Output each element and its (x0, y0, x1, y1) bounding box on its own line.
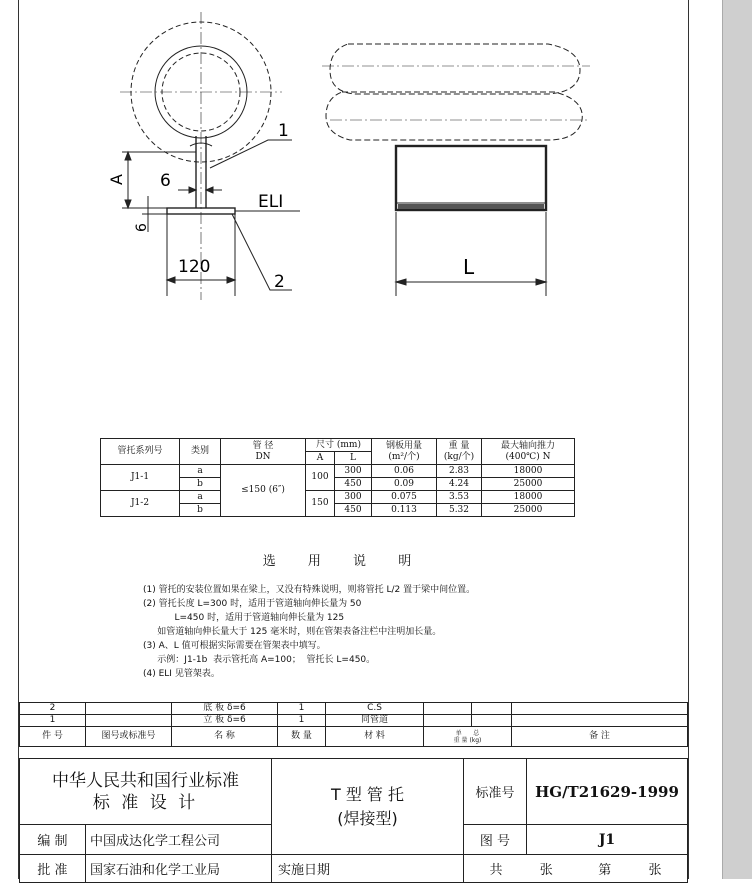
hdr-steel-unit: (m²/个) (388, 451, 420, 462)
compile-label: 编 制 (20, 825, 86, 855)
note-line: (1) 管托的安装位置如果在梁上，又没有特殊说明，则将管托 L/2 置于梁中间位置。 (143, 585, 476, 595)
hdr-category: 类别 (180, 439, 221, 465)
cell-series: J1-1 (101, 465, 180, 491)
notes-title: 选 用 说 明 (262, 554, 426, 569)
part-material: C.S (326, 703, 424, 715)
hdr-weight-unit: (kg) (469, 736, 482, 744)
hdr-size-a: A (306, 452, 335, 465)
note-line: L=450 时，适用于管道轴向伸长量为 125 (143, 613, 345, 623)
cell-thrust: 18000 (482, 465, 575, 478)
note-line: (4) ELI 见管架表。 (143, 669, 220, 679)
hdr-part-drawing: 图号或标准号 (86, 727, 172, 747)
page-sheets-label: 张 (648, 863, 662, 878)
std-no-label: 标准号 (464, 759, 527, 825)
cell-cat: b (180, 504, 221, 517)
dim-l-label: L (463, 255, 475, 279)
hdr-part-material: 材 料 (326, 727, 424, 747)
drawing-title-cell (272, 759, 464, 855)
hdr-steel-text: 钢板用量 (385, 440, 422, 451)
part-total-weight (472, 715, 512, 727)
cell-steel: 0.075 (372, 491, 437, 504)
drawing-subtitle: (焊接型) (337, 808, 398, 828)
impl-date-label: 实施日期 (278, 863, 331, 878)
note-line: (3) A、L 值可根据实际需要在管架表中填写。 (143, 641, 326, 651)
cell-weight: 5.32 (437, 504, 482, 517)
part-qty: 1 (278, 703, 326, 715)
cell-thrust: 18000 (482, 491, 575, 504)
impl-date-cell (272, 855, 464, 883)
drawing-title: T 型 管 托 (330, 784, 405, 804)
hdr-steel (372, 439, 437, 465)
cell-weight: 2.83 (437, 465, 482, 478)
hdr-thrust-text: 最大轴向推力 (500, 440, 555, 451)
part-name: 底 板 δ=6 (172, 703, 278, 715)
hdr-series: 管托系列号 (101, 439, 180, 465)
part-drawing (86, 703, 172, 715)
dim-6-top-label: 6 (160, 171, 171, 191)
cell-l: 300 (335, 465, 372, 478)
notes-list (143, 583, 475, 681)
cell-cat: a (180, 491, 221, 504)
sheet-count-cell (464, 855, 688, 883)
cell-weight: 4.24 (437, 478, 482, 491)
cell-l: 450 (335, 504, 372, 517)
label-part-2: 2 (274, 272, 285, 292)
hdr-pipe-dia-text: 管 径 (252, 440, 274, 451)
cell-steel: 0.06 (372, 465, 437, 478)
cell-series: J1-2 (101, 491, 180, 517)
compiler-name: 中国成达化学工程公司 (86, 825, 272, 855)
page-label: 第 (598, 863, 612, 878)
hdr-weight-unit: (kg/个) (443, 451, 475, 462)
part-material: 同管道 (326, 715, 424, 727)
parts-list-table (19, 702, 688, 747)
pipe-bundle-outline (330, 44, 580, 94)
part-unit-weight (424, 703, 472, 715)
standard-line-2: 标 准 设 计 (92, 792, 199, 813)
part-no: 2 (20, 703, 86, 715)
hdr-total-label: 总 (473, 729, 480, 737)
cell-steel: 0.113 (372, 504, 437, 517)
part-qty: 1 (278, 715, 326, 727)
sheets-label: 张 (539, 863, 553, 878)
cell-a: 150 (306, 491, 335, 517)
approver-name: 国家石油和化学工业局 (86, 855, 272, 883)
shoe-side-view (396, 146, 546, 210)
part-no: 1 (20, 715, 86, 727)
spec-table (100, 438, 575, 517)
hdr-part-remark: 备 注 (512, 727, 688, 747)
note-line: 如管道轴向伸长量大于 125 毫米时，则在管架表备注栏中注明加长量。 (143, 627, 442, 637)
cell-l: 450 (335, 478, 372, 491)
cell-dn: ≤150 (6″) (221, 465, 306, 517)
part-drawing (86, 715, 172, 727)
hdr-dn-text: DN (255, 451, 271, 462)
cell-thrust: 25000 (482, 504, 575, 517)
cell-steel: 0.09 (372, 478, 437, 491)
hdr-weight-text: 重 量 (448, 440, 470, 451)
title-block (19, 758, 688, 883)
label-eli: ELI (258, 192, 284, 212)
hdr-part-no: 件 号 (20, 727, 86, 747)
hdr-part-qty: 数 量 (278, 727, 326, 747)
hdr-pipe-dia (221, 439, 306, 465)
cell-cat: b (180, 478, 221, 491)
dim-6-side-label: 6 (134, 223, 150, 232)
fig-no-label: 图 号 (464, 825, 527, 855)
hdr-unit-label: 单 (455, 729, 462, 737)
hdr-part-weight (424, 727, 512, 747)
std-no-value: HG/T21629-1999 (527, 759, 688, 825)
part-remark (512, 703, 688, 715)
engineering-drawing (0, 0, 688, 300)
fig-no-value: J1 (527, 825, 688, 855)
hdr-weight (437, 439, 482, 465)
note-line: 示例：J1-1b 表示管托高 A=100； 管托长 L=450。 (143, 655, 376, 665)
standard-line-1: 中华人民共和国行业标准 (52, 770, 239, 791)
frame-right-border (688, 0, 689, 879)
cell-weight: 3.53 (437, 491, 482, 504)
hdr-size: 尺寸 (mm) (306, 439, 372, 452)
cell-a: 100 (306, 465, 335, 491)
cell-cat: a (180, 465, 221, 478)
standard-heading (20, 759, 272, 825)
vertical-scrollbar[interactable] (722, 0, 752, 879)
approve-label: 批 准 (20, 855, 86, 883)
hdr-size-l: L (335, 452, 372, 465)
part-unit-weight (424, 715, 472, 727)
dim-120-label: 120 (178, 257, 211, 277)
part-total-weight (472, 703, 512, 715)
cell-thrust: 25000 (482, 478, 575, 491)
hdr-weight-label: 重 量 (453, 736, 468, 744)
cell-l: 300 (335, 491, 372, 504)
hdr-thrust (482, 439, 575, 465)
part-name: 立 板 δ=6 (172, 715, 278, 727)
hdr-part-name: 名 称 (172, 727, 278, 747)
total-label: 共 (489, 863, 503, 878)
part-remark (512, 715, 688, 727)
dim-a-label: A (107, 174, 126, 185)
label-part-1: 1 (278, 121, 289, 141)
hdr-thrust-unit: (400℃) N (505, 451, 551, 462)
note-line: (2) 管托长度 L=300 时，适用于管道轴向伸长量为 50 (143, 599, 362, 609)
